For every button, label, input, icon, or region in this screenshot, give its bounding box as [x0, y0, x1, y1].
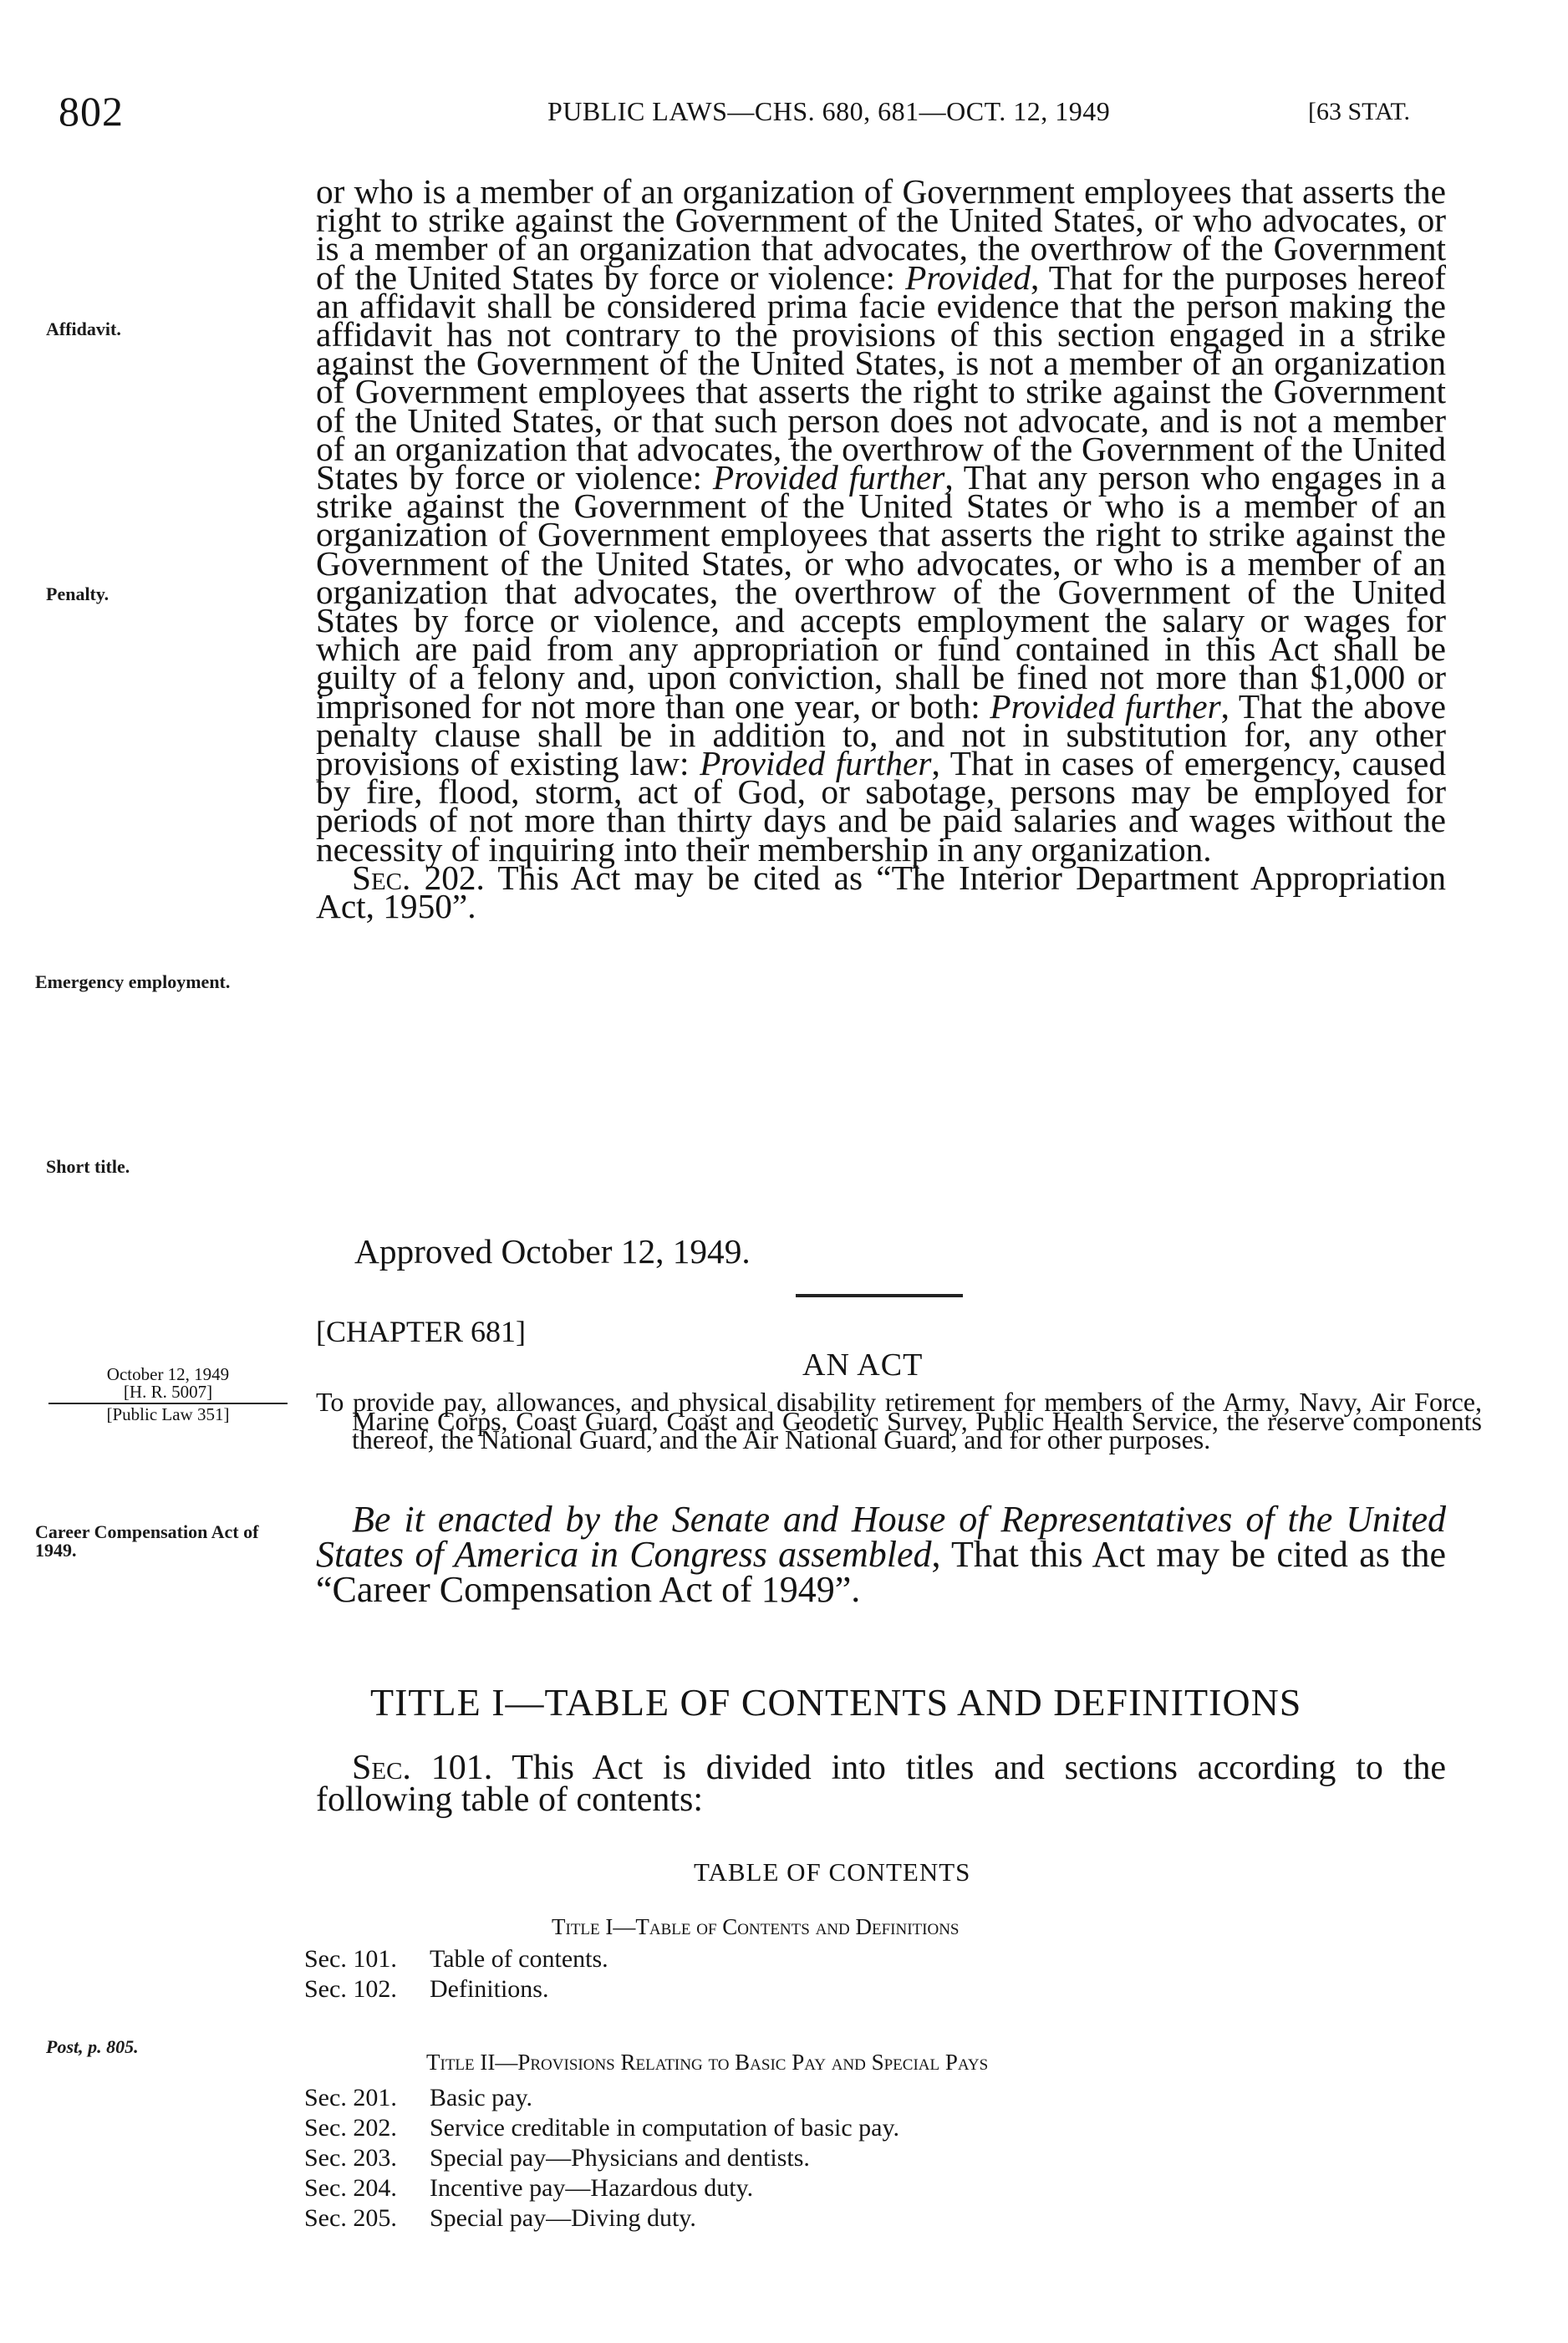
text-run: , That any person who engages in a strike against the Government of the United States or who is a member of an organization of Government employees that asserts the right to strike against the Government of the United States, or who advocates, or who is a member of an organization that advocates, the overthrow of the Government of the United States by force or violence, and accepts employment the salary or wages for which are paid from any appropriation or fund contained in this Act shall be guilty of a felony and, upon conviction, shall be fined not more than $1,000 or imprisoned for not more than one year, or both: [316, 458, 1446, 726]
proviso: Provided further [700, 744, 932, 783]
toc-entry-number: Sec. 201. [304, 2084, 397, 2111]
act-purpose: To provide pay, allowances, and physical disability retirement for members of the Army, Navy, Air Force, Marine Corps, Coast Guard, Coast and Geodetic Survey, Public Health Service, the reserve components thereof, the National Guard, and the Air National Guard, and for other purposes. [316, 1387, 1482, 1454]
toc-title-1: Title I—Table of Contents and Definitions [552, 1914, 960, 1939]
text-run: , That the above penalty clause shall be in addition to, and not in substitution for, any other provisions of existing law: [316, 686, 1446, 783]
text-run: , That in cases of emergency, caused by fire, flood, storm, act of God, or sabotage, persons may be employed for periods of not more than thirty days and be paid salaries and wages without the necessity of inquiring into their membership in any organization. [316, 744, 1446, 868]
an-act-heading: AN ACT [802, 1347, 924, 1383]
toc-entry [304, 2143, 899, 2173]
toc-entry-number: Sec. 102. [304, 1975, 397, 2003]
proviso: Provided [905, 257, 1031, 297]
toc-entry-number: Sec. 202. [304, 2114, 397, 2142]
margin-note-short-title: Short title. [46, 1156, 130, 1177]
section-label: Sec. 101. [352, 1749, 493, 1787]
toc-title-2: Title II—Provisions Relating to Basic Pay and Special Pays [426, 2050, 989, 2075]
section-202 [316, 858, 1446, 926]
margin-note-affidavit: Affidavit. [46, 318, 121, 339]
margin-note-emergency: Emergency employment. [35, 971, 231, 992]
toc-entry-text: Special pay—Diving duty. [430, 2204, 696, 2232]
toc-entry-number: Sec. 203. [304, 2144, 397, 2172]
separator-rule [796, 1294, 963, 1297]
proviso: Provided further [712, 458, 945, 497]
section-label: Sec. 202. [352, 858, 485, 897]
proviso: Provided further [990, 686, 1221, 726]
toc-entry [304, 2173, 899, 2203]
margin-note-post: Post, p. 805. [46, 2036, 139, 2057]
chapter-label: [CHAPTER 681] [316, 1315, 526, 1348]
toc-entry-number: Sec. 205. [304, 2204, 397, 2232]
toc-entry-text: Service creditable in computation of basic pay. [430, 2114, 900, 2142]
margin-note-career-act: Career Compensation Act of 1949. [35, 1521, 259, 1561]
toc-entry [304, 1974, 608, 2004]
approval-date: Approved October 12, 1949. [354, 1232, 751, 1271]
enacting-formula: Be it enacted by the Senate and House of Representatives of the United States of America in Congress assembled [316, 1499, 1446, 1575]
page-number: 802 [59, 88, 124, 135]
toc-entry-text: Basic pay. [430, 2084, 533, 2111]
toc-entry [304, 2113, 899, 2143]
toc-entry-text: Definitions. [430, 1975, 549, 2003]
text-run: , That for the purposes hereof an affidavit shall be considered prima facie evidence that the person making the affidavit has not contrary to the provisions of this section engaged in a strike against the Government of the United States, is not a member of an organization of Government employees that asserts the right to strike against the Government of the United States, or that such person does not advocate, and is not a member of an organization that advocates, the overthrow of the Government of the United States by force or violence: [316, 257, 1446, 497]
bill-number: [H. R. 5007] [123, 1382, 213, 1402]
running-head: PUBLIC LAWS—CHS. 680, 681—OCT. 12, 1949 [547, 96, 1111, 126]
enacting-clause [316, 1499, 1446, 1610]
running-head-volume: [63 STAT. [1308, 98, 1411, 125]
toc-entry-number: Sec. 101. [304, 1945, 397, 1973]
text-run: This Act is divided into titles and sections according to the following table of contents: [316, 1749, 1446, 1819]
section-201-continuation [316, 172, 1446, 868]
toc-list-title-2 [304, 2083, 899, 2233]
toc-entry [304, 2083, 899, 2113]
text-run: This Act may be cited as “The Interior Department Appropriation Act, 1950”. [316, 858, 1446, 926]
toc-entry-text: Table of contents. [430, 1945, 608, 1973]
main-text-column [316, 172, 1446, 926]
section-101-paragraph [316, 1749, 1446, 1819]
public-law-number: [Public Law 351] [106, 1404, 230, 1424]
enactment-date: October 12, 1949 [106, 1364, 230, 1384]
section-101 [316, 1749, 1446, 1819]
toc-list-title-1 [304, 1944, 608, 2004]
margin-note-penalty: Penalty. [46, 583, 109, 604]
title-one-heading: TITLE I—TABLE OF CONTENTS AND DEFINITIONS [370, 1681, 1302, 1724]
toc-entry [304, 1944, 608, 1974]
toc-entry-number: Sec. 204. [304, 2174, 397, 2202]
toc-entry-text: Special pay—Physicians and dentists. [430, 2144, 810, 2172]
toc-entry-text: Incentive pay—Hazardous duty. [430, 2174, 754, 2202]
text-run: , That this Act may be cited as the “Career Compensation Act of 1949”. [316, 1534, 1446, 1610]
legislative-history [48, 1366, 288, 1424]
toc-entry [304, 2203, 899, 2233]
text-run: or who is a member of an organization of Government employees that asserts the right to strike against the Government of the United States, or who advocates, or is a member of an organization that advocates, the overthrow of the Government of the United States by force or violence: [316, 172, 1446, 297]
toc-heading: TABLE OF CONTENTS [694, 1857, 971, 1887]
enacting-paragraph [316, 1499, 1446, 1610]
